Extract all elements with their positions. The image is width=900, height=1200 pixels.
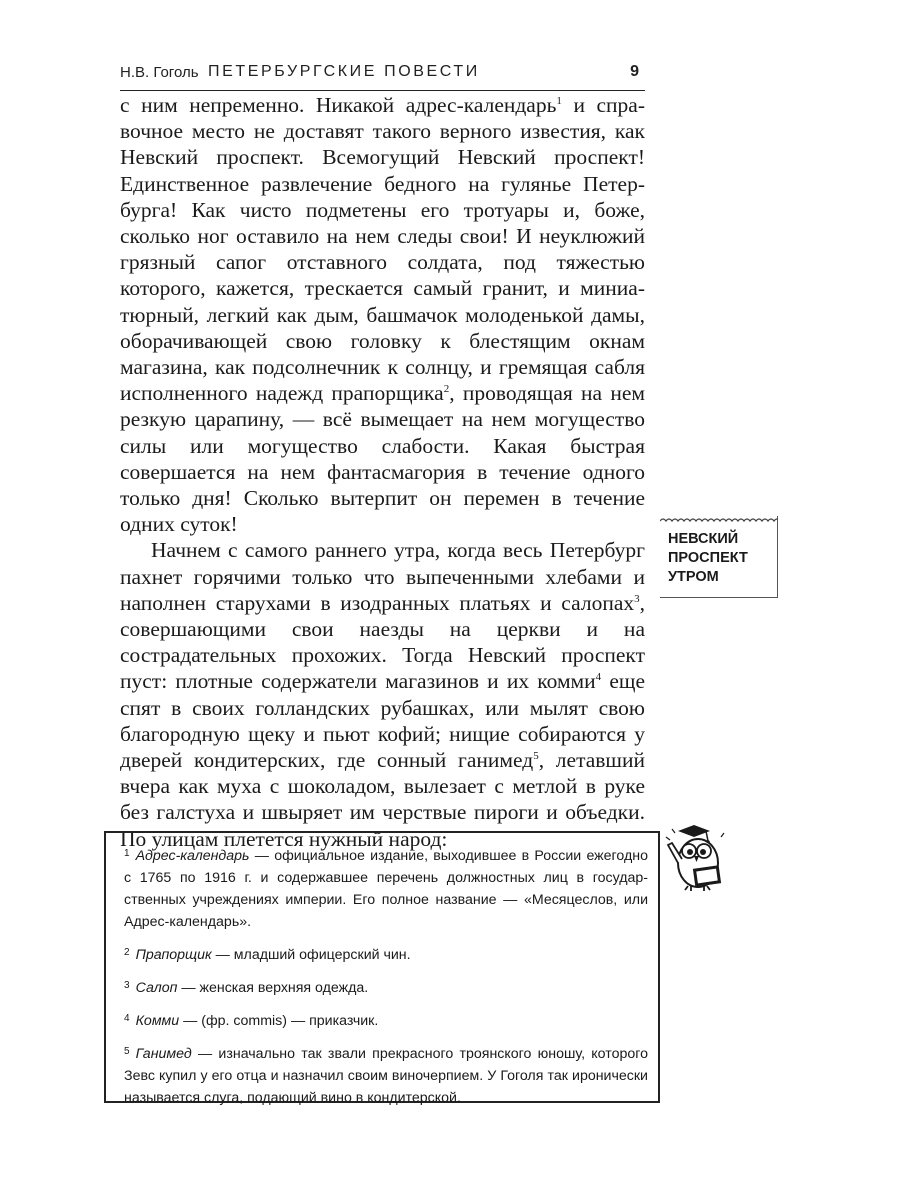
margin-heading-line: УТРОМ [668,569,719,585]
footnote-definition: — (фр. commis) — приказчик. [179,1013,379,1029]
footnote-ref: 3 [634,592,640,605]
footnote-definition: — женская верхняя одежда. [177,980,369,996]
footnote [124,1041,648,1109]
header-book-title: ПЕТЕРБУРГСКИЕ ПОВЕСТИ [208,63,480,80]
footnote-number: 5 [124,1046,130,1057]
footnote [124,942,648,966]
footnote-definition: — официальное издание, выходившее в России ежегодно с 1765 по 1916 г. и содержавшее перечень должностных лиц в государственных учреждениях империи. Его полное название — «Месяцеслов, или Адрес-календарь». [124,848,648,930]
footnote-number: 3 [124,980,130,991]
margin-heading-text [668,530,748,587]
margin-heading-line: ПРОСПЕКТ [668,550,748,566]
text-run: еще спят в своих голландских рубашках, или мылят свою благородную щеку и пьют кофий; нищие собираются у дверей кондитерских, где сонный ганимед [120,669,645,773]
footnote-definition: — изначально так звали прекрасного троянского юношу, которого Зевс купил у его отца и назначил своим виночерпием. У Гоголя так иронически называется слуга, подающий вино в кондитерской. [124,1046,648,1106]
footnote-term: Адрес-календарь [135,848,250,864]
margin-heading-line: НЕВСКИЙ [668,531,739,547]
wavy-border-decoration [660,516,778,526]
paragraph-1 [120,92,645,537]
text-run: и справочное место не доставят такого верного известия, как Невский проспект. Всемогущий Невский проспект! Единственное развлечение бедного на гулянье Петербурга! Как чисто подметены его тротуары и, боже, сколько ног оставило на нем следы свои! И неуклюжий грязный сапог отставного солдата, под тяжестью которого, кажется, трескается самый гранит, и миниатюрный, легкий как дым, башмачок молоденькой дамы, оборачивающей свою головку к блестящим окнам магазина, как подсолнечник к солнцу, и гремящая сабля исполненного надежд прапорщика [120,93,645,406]
running-header [120,60,645,91]
footnote [124,975,648,999]
footnote-term: Комми [135,1013,180,1029]
footnote [124,843,648,933]
owl-reading-book-icon [664,823,736,891]
text-run: с ним непременно. Никакой адрес-календарь [120,93,557,117]
text-run: , проводящая на нем резкую царапину, — всё вымещает на нем могущество силы или могущество слабости. Какая быстрая совершается на нем фантасмагория в течение одного только дня! Сколько вытерпит он перемен в течение одних суток! [120,381,645,537]
header-author: Н.В. Гоголь [120,64,199,81]
footnote [124,1008,648,1032]
footnote-number: 2 [124,947,130,958]
footnote-term: Салоп [135,980,178,996]
text-run: , летавший вчера как муха с шоколадом, вылезает с метлой в руке без галстуха и швыряет им черствые пироги и объедки. По улицам плетется нужный народ: [120,748,645,851]
footnote-ref: 1 [556,95,562,107]
footnote-number: 4 [124,1013,130,1024]
footnote-term: Ганимед [135,1046,192,1062]
page-number: 9 [630,63,639,80]
margin-heading [660,516,778,598]
footnote-ref: 2 [443,383,450,396]
main-text [120,92,645,852]
text-run: , совершающими свои наезды на церкви и на сострадательных прохожих. Тогда Невский проспект пуст: плотные содержатели магазинов и их комми [120,590,645,694]
footnote-term: Прапорщик [135,947,212,963]
footnote-ref: 4 [595,671,602,684]
footnote-ref: 5 [533,750,539,763]
paragraph-2 [120,537,645,851]
footnotes-box [104,831,660,1106]
footnote-number: 1 [124,848,130,859]
text-run: Начнем с самого раннего утра, когда весь Петербург пахнет горячими только что выпеченными хлебами и наполнен старухами в изодранных платьях и салопах [120,538,645,615]
footnote-definition: — младший офицерский чин. [211,947,411,963]
